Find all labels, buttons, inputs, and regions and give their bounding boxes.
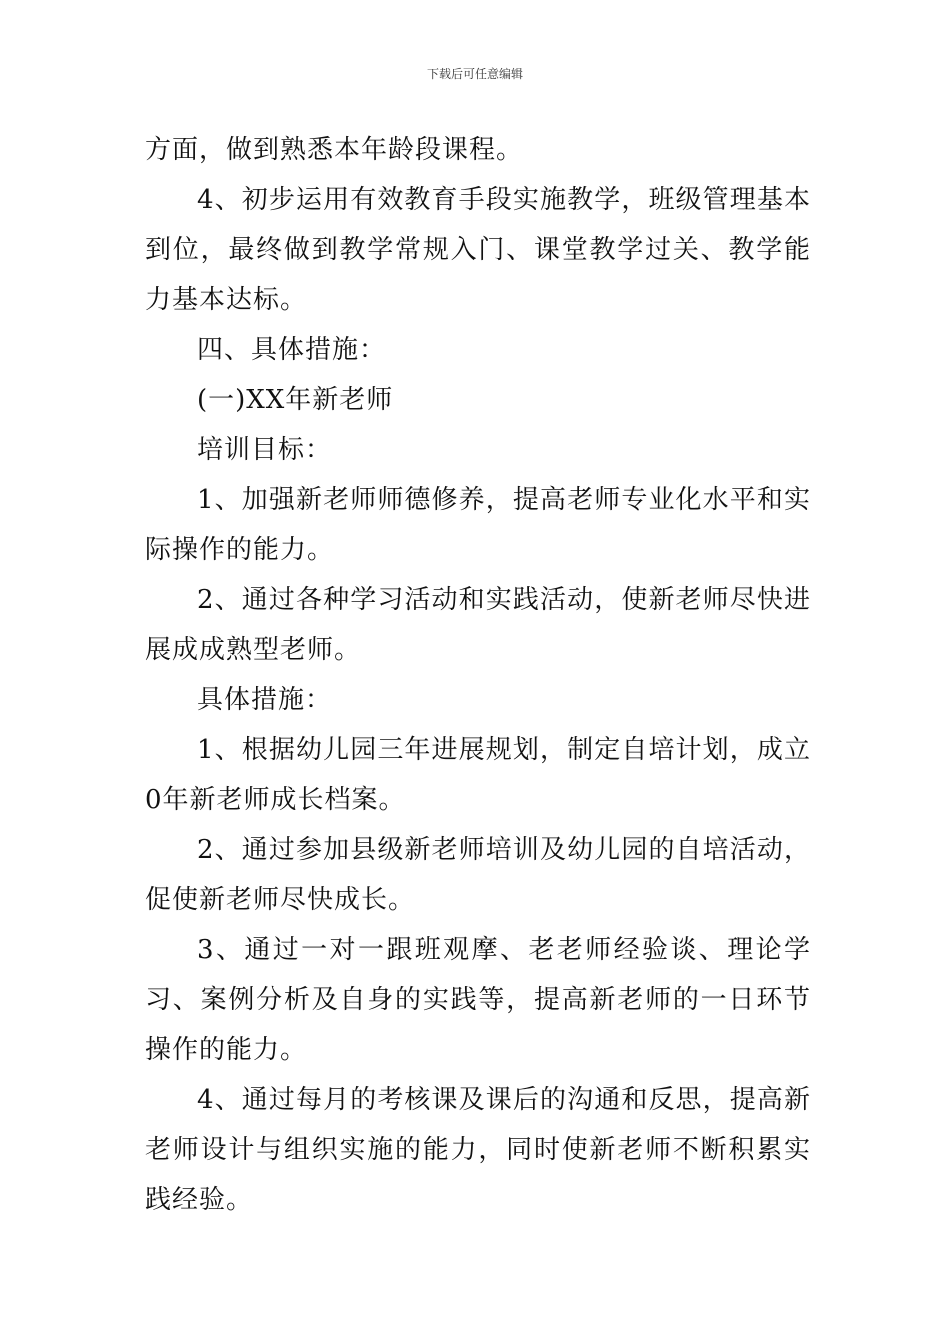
subsection-heading: (一)XX年新老师	[197, 385, 394, 415]
paragraph: 4、初步运用有效教育手段实施教学，班级管理基本到位，最终做到教学常规入门、课堂教学过关、教学能力基本达标。	[145, 185, 811, 315]
paragraph: 方面，做到熟悉本年龄段课程。	[145, 135, 524, 165]
list-item: 4、通过每月的考核课及课后的沟通和反思，提高新老师设计与组织实施的能力，同时使新老师不断积累实践经验。	[145, 1085, 811, 1215]
document-body	[145, 125, 811, 1225]
subheading-training-goals: 培训目标：	[197, 435, 333, 465]
page-header: 下载后可任意编辑	[426, 67, 523, 81]
list-item: 2、通过各种学习活动和实践活动，使新老师尽快进展成成熟型老师。	[145, 585, 811, 665]
section-heading: 四、具体措施：	[197, 335, 387, 365]
list-item: 1、根据幼儿园三年进展规划，制定自培计划，成立0年新老师成长档案。	[145, 735, 811, 815]
list-item: 2、通过参加县级新老师培训及幼儿园的自培活动，促使新老师尽快成长。	[145, 835, 811, 915]
subheading-measures: 具体措施：	[197, 685, 333, 715]
list-item: 3、通过一对一跟班观摩、老老师经验谈、理论学习、案例分析及自身的实践等，提高新老师的一日环节操作的能力。	[145, 935, 811, 1065]
list-item: 1、加强新老师师德修养，提高老师专业化水平和实际操作的能力。	[145, 485, 811, 565]
